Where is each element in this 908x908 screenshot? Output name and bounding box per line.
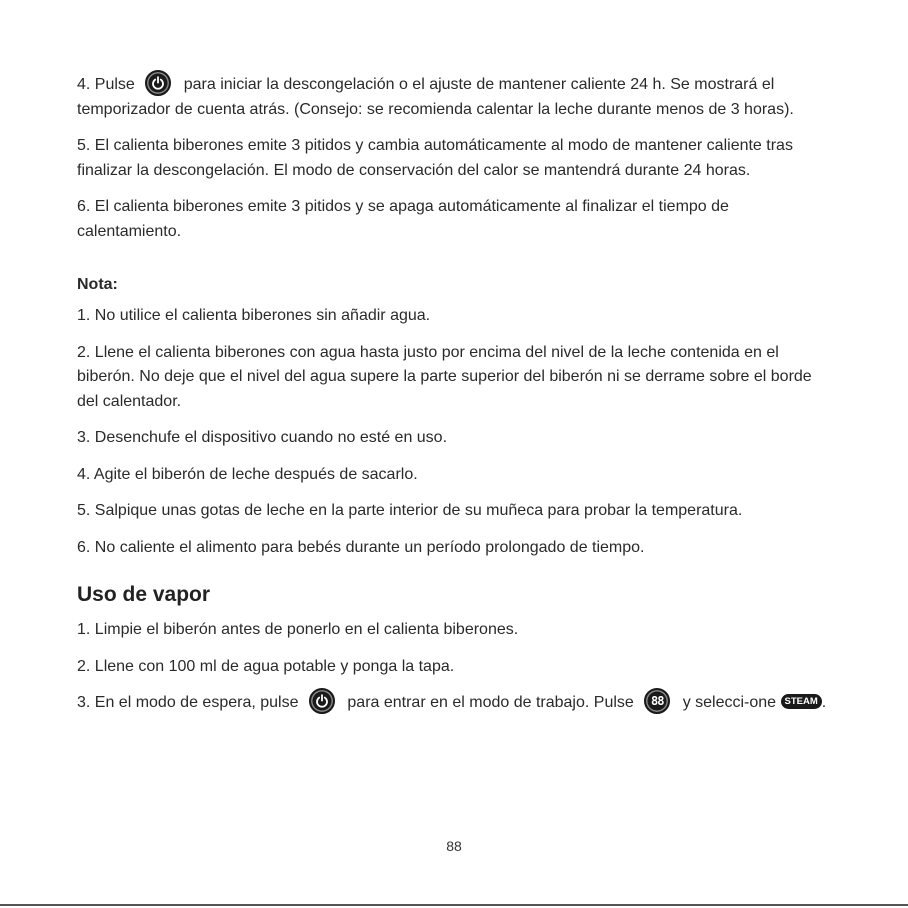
steam-item-3 (77, 691, 837, 716)
step-6: 6. El calienta biberones emite 3 pitidos y se apaga automáticamente al finalizar el tiempo de calentamiento. (77, 198, 729, 240)
note-item-4: 4. Agite el biberón de leche después de sacarlo. (77, 465, 418, 483)
step-4-text-a: 4. Pulse (77, 76, 135, 93)
steam-item-3-text-a: 3. En el modo de espera, pulse (77, 694, 299, 711)
segment-display-icon: 88 (644, 688, 670, 714)
step-4 (77, 73, 837, 122)
power-icon (309, 688, 335, 714)
steam-badge-icon: STEAM (781, 694, 822, 709)
steam-item-3-text-b: para entrar en el modo de trabajo. Pulse (347, 694, 634, 711)
power-icon (145, 70, 171, 96)
steam-item-3-text-d: . (821, 694, 827, 711)
note-item-3: 3. Desenchufe el dispositivo cuando no esté en uso. (77, 429, 448, 446)
step-4-text-b: para iniciar la descongelación o el ajuste de mantener caliente 24 h. Se mostrará el temporizador de cuenta atrás. (Consejo: se recomienda calentar la leche durante menos de 3 horas). (77, 76, 794, 118)
note-item-2: 2. Llene el calienta biberones con agua hasta justo por encima del nivel de la leche contenida en el biberón. No deje que el nivel del agua supere la parte superior del biberón ni se derrame sobre el borde del calentador. (77, 343, 812, 410)
steam-item-2: 2. Llene con 100 ml de agua potable y ponga la tapa. (77, 657, 455, 675)
steam-item-3-text-c: y selecci-one (682, 694, 777, 711)
bottom-rule (0, 904, 908, 906)
note-item-1: 1. No utilice el calienta biberones sin añadir agua. (77, 307, 431, 324)
page-number: 88 (446, 838, 462, 854)
note-item-6: 6. No caliente el alimento para bebés durante un período prolongado de tiempo. (77, 538, 645, 556)
page-content (77, 73, 837, 716)
section-heading-steam: Uso de vapor (77, 583, 211, 606)
note-title: Nota: (77, 276, 118, 293)
steam-item-1: 1. Limpie el biberón antes de ponerlo en el calienta biberones. (77, 621, 519, 638)
step-5: 5. El calienta biberones emite 3 pitidos y cambia automáticamente al modo de mantener caliente tras finalizar la descongelación. El modo de conservación del calor se mantendrá durante 24 horas. (77, 137, 793, 179)
note-item-5: 5. Salpique unas gotas de leche en la parte interior de su muñeca para probar la temperatura. (77, 502, 743, 519)
